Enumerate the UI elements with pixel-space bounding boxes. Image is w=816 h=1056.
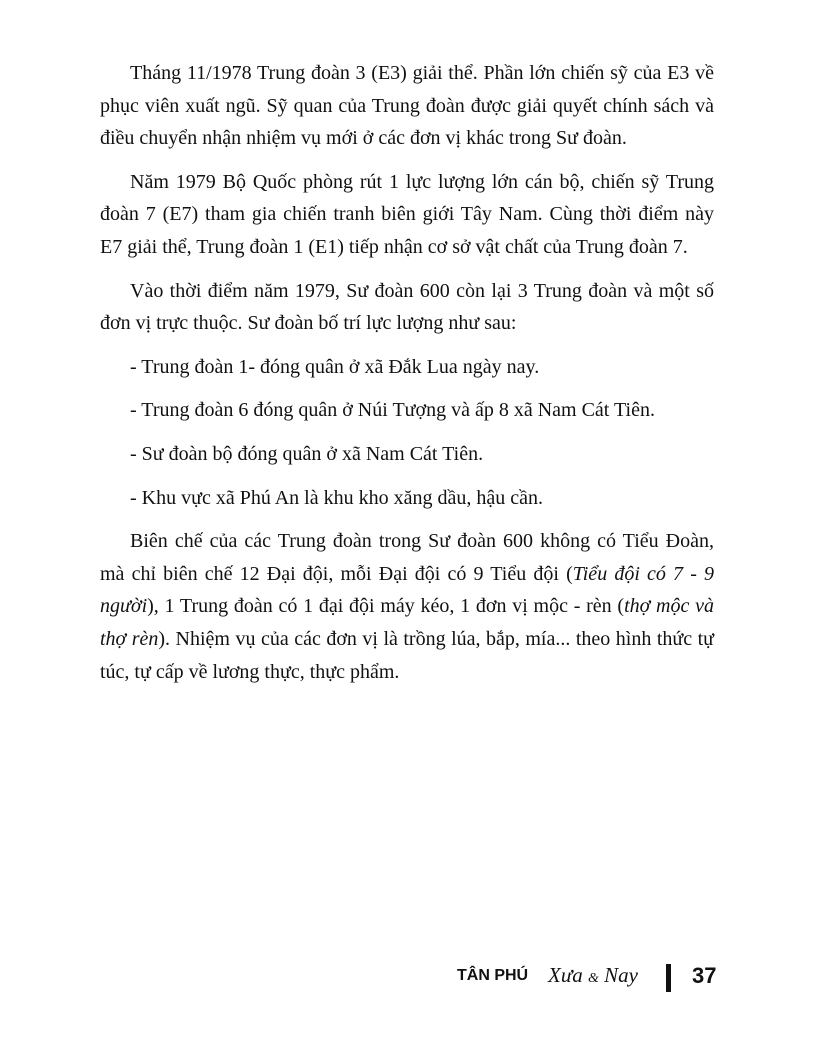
footer-brand-bold: TÂN PHÚ xyxy=(457,967,529,984)
list-item: - Trung đoàn 1- đóng quân ở xã Đắk Lua ngày nay. xyxy=(130,355,540,378)
paragraph-4-italic-1: Tiểu đội có 7 - 9 người xyxy=(100,562,715,618)
paragraph-4-italic-2: thợ mộc và thợ rèn xyxy=(100,595,715,650)
list-item: - Trung đoàn 6 đóng quân ở Núi Tượng và ấp 8 xã Nam Cát Tiên. xyxy=(130,399,655,422)
footer-brand-amp: & xyxy=(588,971,599,986)
page-body xyxy=(100,57,714,688)
paragraph-4-text-a: Biên chế của các Trung đoàn trong Sư đoàn 600 không có Tiểu Đoàn, mà chỉ biên chế 12 Đại đội, mỗi Đại đội có 9 Tiểu đội ( xyxy=(100,530,714,585)
paragraph-1: Tháng 11/1978 Trung đoàn 3 (E3) giải thể. Phần lớn chiến sỹ của E3 về phục viên xuất ngũ. Sỹ quan của Trung đoàn được giải quyết chính sách và điều chuyển nhận nhiệm vụ mới ở các đơn vị khác trong Sư đoàn. xyxy=(100,62,714,150)
footer-brand-italic xyxy=(548,963,638,988)
paragraph-4-text-c: ), 1 Trung đoàn có 1 đại đội máy kéo, 1 đơn vị mộc - rèn ( xyxy=(147,595,625,618)
paragraph-4-text-e: ). Nhiệm vụ của các đơn vị là trồng lúa, bắp, mía... theo hình thức tự túc, tự cấp về lương thực, thực phẩm. xyxy=(100,627,714,683)
footer-brand-word-2: Nay xyxy=(604,963,638,987)
footer-divider xyxy=(666,964,671,992)
paragraph-4 xyxy=(100,525,714,688)
paragraph-2: Năm 1979 Bộ Quốc phòng rút 1 lực lượng lớn cán bộ, chiến sỹ Trung đoàn 7 (E7) tham gia chiến tranh biên giới Tây Nam. Cùng thời điểm này E7 giải thể, Trung đoàn 1 (E1) tiếp nhận cơ sở vật chất của Trung đoàn 7. xyxy=(100,170,714,258)
list-item: - Khu vực xã Phú An là khu kho xăng dầu, hậu cần. xyxy=(130,486,543,509)
paragraph-3: Vào thời điểm năm 1979, Sư đoàn 600 còn lại 3 Trung đoàn và một số đơn vị trực thuộc. Sư đoàn bố trí lực lượng như sau: xyxy=(100,279,714,335)
list-item: - Sư đoàn bộ đóng quân ở xã Nam Cát Tiên. xyxy=(130,442,484,465)
page-footer xyxy=(440,960,716,996)
page-number: 37 xyxy=(692,963,717,988)
footer-brand-word-1: Xưa xyxy=(548,963,583,987)
